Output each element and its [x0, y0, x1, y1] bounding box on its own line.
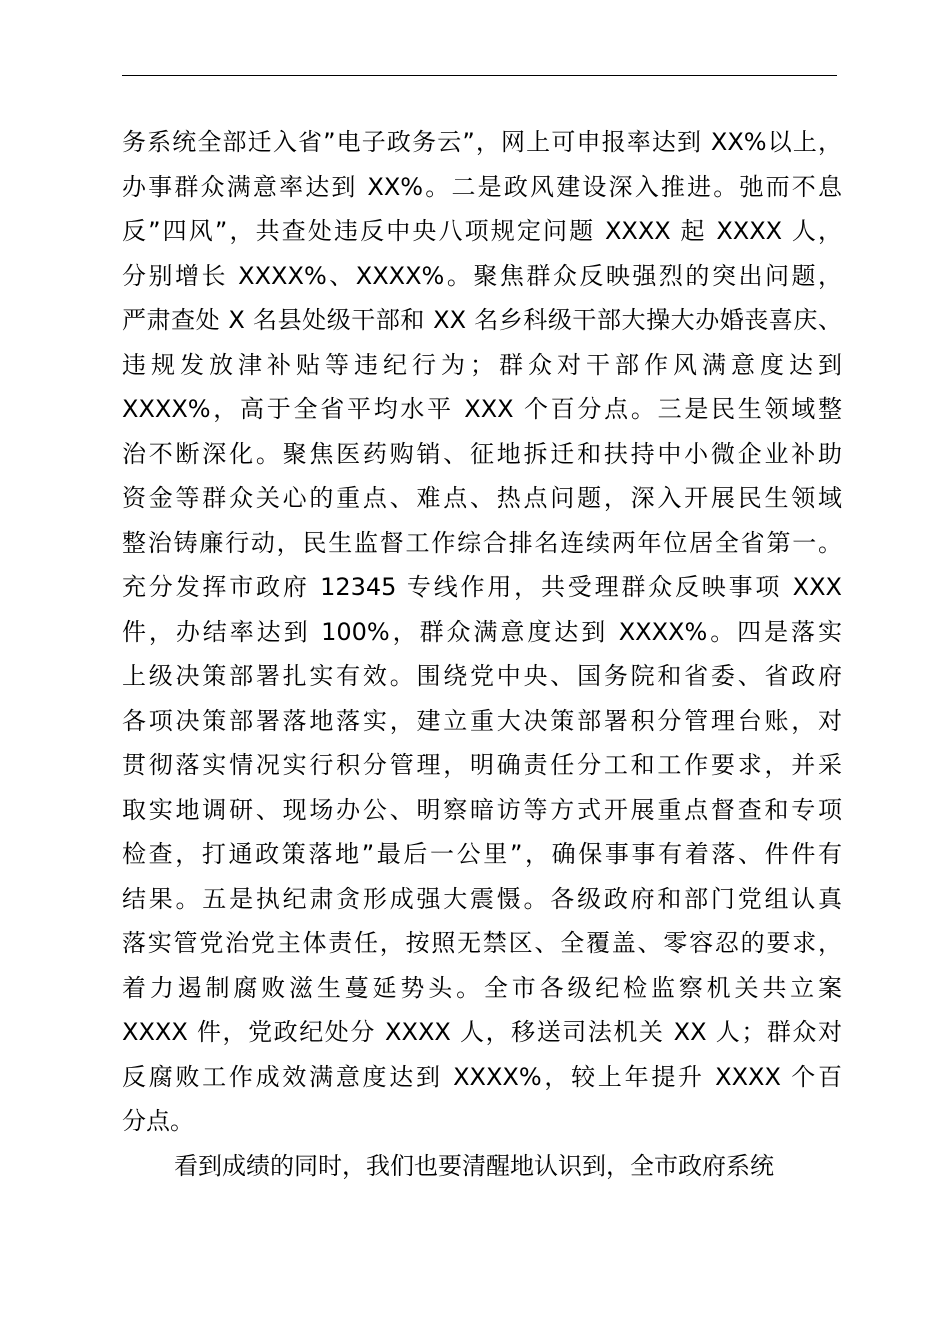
text-line: 件，办结率达到 100%，群众满意度达到 XXXX%。四是落实 [122, 617, 842, 646]
text-line: 办事群众满意率达到 XX%。二是政风建设深入推进。弛而不息 [122, 172, 842, 201]
text-line: 反”四风”，共查处违反中央八项规定问题 XXXX 起 XXXX 人， [122, 217, 842, 245]
text-line: 反腐败工作成效满意度达到 XXXX%，较上年提升 XXXX 个百 [122, 1062, 842, 1091]
text-line: 着力遏制腐败滋生蔓延势头。全市各级纪检监察机关共立案 [122, 973, 842, 1002]
text-line: 各项决策部署落地落实，建立重大决策部署积分管理台账，对 [122, 706, 842, 735]
text-line: 落实管党治党主体责任，按照无禁区、全覆盖、零容忍的要求， [122, 929, 842, 957]
body-text [122, 120, 842, 1188]
text-line: 严肃查处 X 名县处级干部和 XX 名乡科级干部大操大办婚丧喜庆、 [122, 306, 842, 334]
text-line: 资金等群众关心的重点、难点、热点问题，深入开展民生领域 [122, 484, 842, 512]
text-line: 分别增长 XXXX%、XXXX%。聚焦群众反映强烈的突出问题， [122, 261, 842, 290]
text-line: 务系统全部迁入省”电子政务云”，网上可申报率达到 XX%以上， [122, 128, 842, 156]
text-line: 上级决策部署扎实有效。围绕党中央、国务院和省委、省政府 [122, 662, 842, 690]
text-line: 违规发放津补贴等违纪行为；群众对干部作风满意度达到 [122, 350, 842, 379]
text-line: 检查，打通政策落地”最后一公里”，确保事事有着落、件件有 [122, 840, 842, 868]
text-line: 治不断深化。聚焦医药购销、征地拆迁和扶持中小微企业补助 [122, 439, 842, 468]
text-line: XXXX%，高于全省平均水平 XXX 个百分点。三是民生领域整 [122, 395, 842, 423]
text-line: 贯彻落实情况实行积分管理，明确责任分工和工作要求，并采 [122, 751, 842, 779]
paragraph-end-line: 分点。 [122, 1107, 194, 1135]
text-line: 取实地调研、现场办公、明察暗访等方式开展重点督查和专项 [122, 795, 842, 824]
text-line: 充分发挥市政府 12345 专线作用，共受理群众反映事项 XXX [122, 573, 842, 601]
text-line: 整治铸廉行动，民生监督工作综合排名连续两年位居全省第一。 [122, 528, 842, 557]
paragraph-start-line: 看到成绩的同时，我们也要清醒地认识到，全市政府系统 [174, 1151, 774, 1180]
text-line: XXXX 件，党政纪处分 XXXX 人，移送司法机关 XX 人；群众对 [122, 1018, 842, 1046]
header-rule [122, 75, 837, 76]
text-line: 结果。五是执纪肃贪形成强大震慑。各级政府和部门党组认真 [122, 884, 842, 913]
